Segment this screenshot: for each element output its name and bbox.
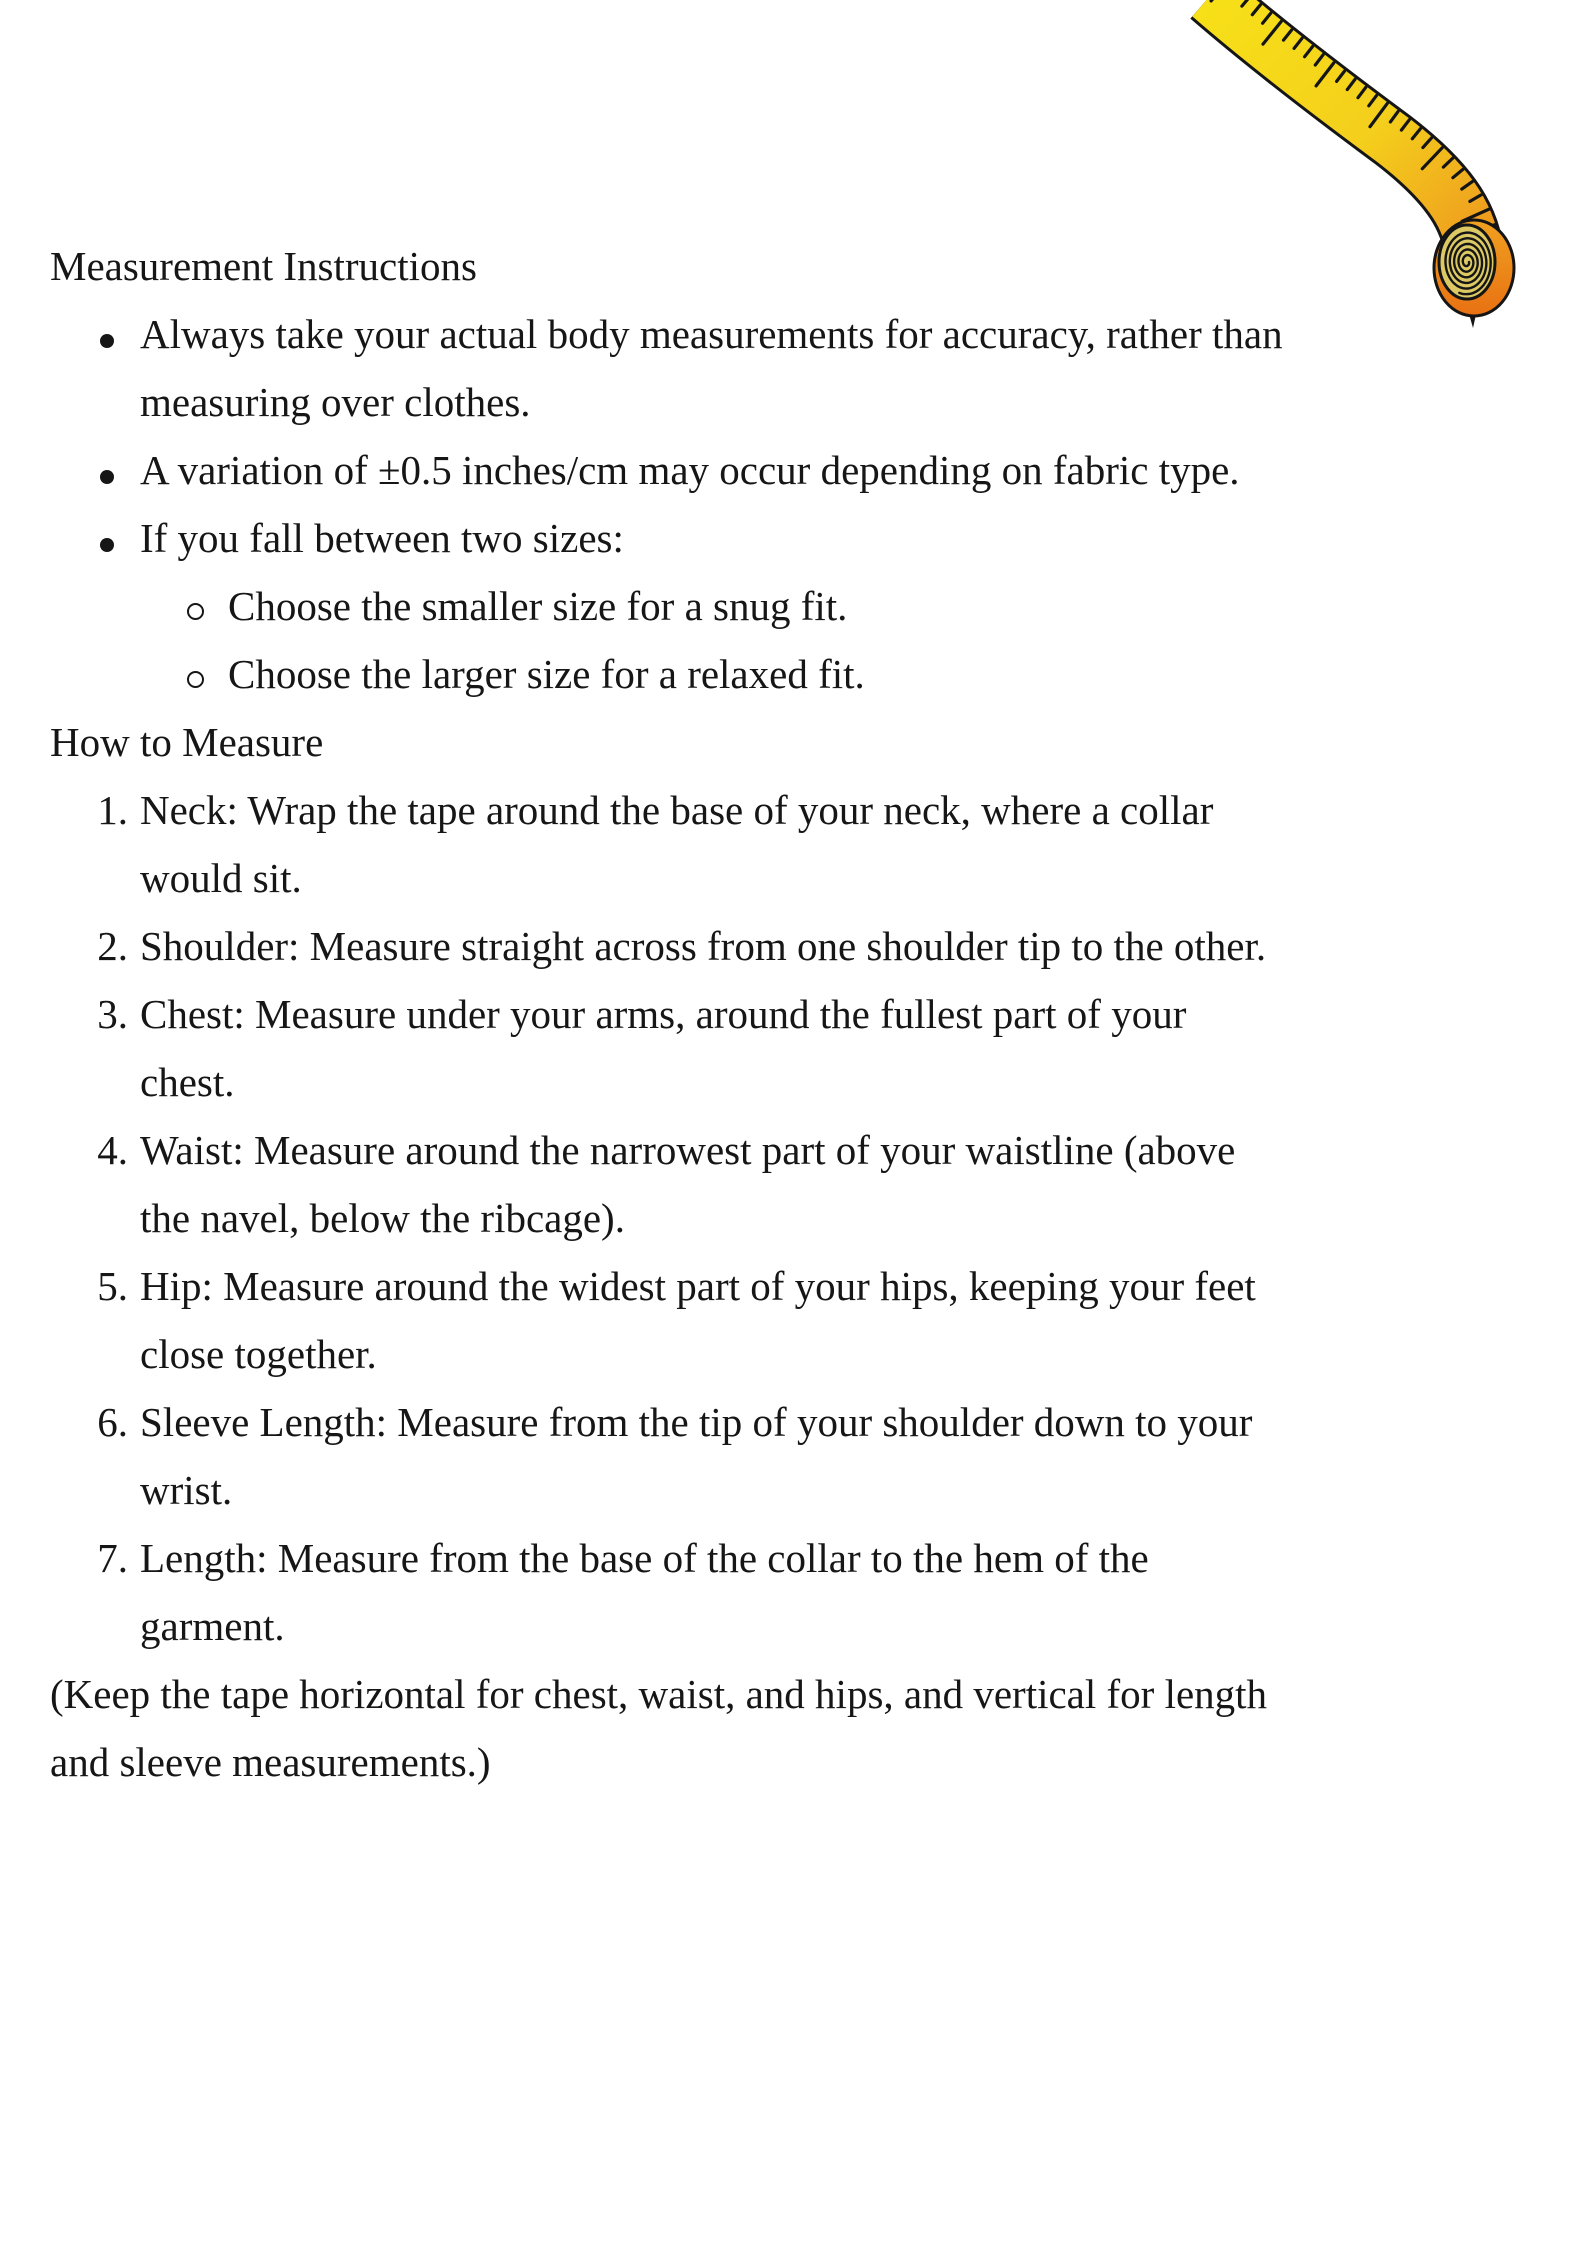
sub-bullet-text: Choose the larger size for a relaxed fit. <box>228 651 865 697</box>
circle-bullet-icon <box>187 603 204 620</box>
disc-bullet-icon <box>100 334 114 348</box>
step-item <box>50 980 1555 1116</box>
step-item <box>50 1388 1555 1524</box>
step-number: 3. <box>97 991 128 1037</box>
sub-bullet-item <box>50 572 1555 640</box>
step-text: Shoulder: Measure straight across from one shoulder tip to the other. <box>140 923 1267 969</box>
bullet-text: A variation of ±0.5 inches/cm may occur depending on fabric type. <box>140 447 1240 493</box>
measurement-note: (Keep the tape horizontal for chest, waist, and hips, and vertical for length and sleeve measurements.) <box>50 1671 1268 1785</box>
section-title-how-to-measure: How to Measure <box>50 719 324 765</box>
step-text: Hip: Measure around the widest part of your hips, keeping your feet close together. <box>140 1263 1256 1377</box>
step-number: 7. <box>97 1535 128 1581</box>
bullet-item <box>50 504 1555 572</box>
document-body <box>50 232 1555 1796</box>
disc-bullet-icon <box>100 470 114 484</box>
step-item <box>50 1116 1555 1252</box>
sub-bullet-item <box>50 640 1555 708</box>
step-text: Waist: Measure around the narrowest part of your waistline (above the navel, below the ribcage). <box>140 1127 1236 1241</box>
step-number: 1. <box>97 787 128 833</box>
step-item <box>50 912 1555 980</box>
circle-bullet-icon <box>187 671 204 688</box>
step-item <box>50 776 1555 912</box>
step-text: Length: Measure from the base of the collar to the hem of the garment. <box>140 1535 1149 1649</box>
step-text: Neck: Wrap the tape around the base of your neck, where a collar would sit. <box>140 787 1214 901</box>
step-text: Sleeve Length: Measure from the tip of your shoulder down to your wrist. <box>140 1399 1253 1513</box>
bullet-item <box>50 300 1555 436</box>
bullet-text: Always take your actual body measurements for accuracy, rather than measuring over clothes. <box>140 311 1283 425</box>
step-number: 5. <box>97 1263 128 1309</box>
page-title: Measurement Instructions <box>50 243 477 289</box>
step-item <box>50 1252 1555 1388</box>
step-text: Chest: Measure under your arms, around the fullest part of your chest. <box>140 991 1187 1105</box>
step-number: 6. <box>97 1399 128 1445</box>
bullet-text: If you fall between two sizes: <box>140 515 624 561</box>
step-number: 4. <box>97 1127 128 1173</box>
bullet-item <box>50 436 1555 504</box>
step-item <box>50 1524 1555 1660</box>
disc-bullet-icon <box>100 538 114 552</box>
sub-bullet-text: Choose the smaller size for a snug fit. <box>228 583 848 629</box>
step-number: 2. <box>97 923 128 969</box>
